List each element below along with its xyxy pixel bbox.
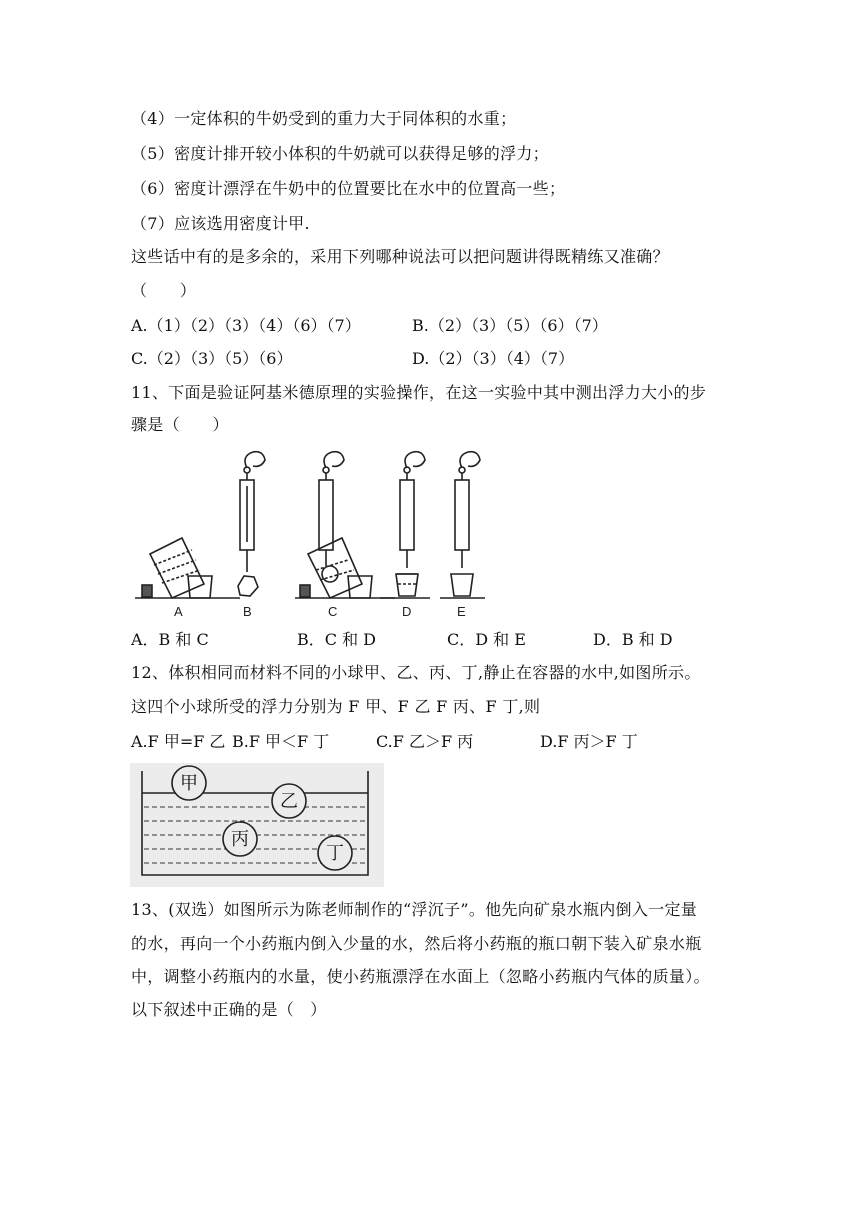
q10-option-c[interactable]: C.（2）（3）（5）（6） — [131, 349, 293, 368]
q13-line3: 中，调整小药瓶内的水量，使小药瓶漂浮在水面上（忽略小药瓶内气体的质量）。 — [131, 967, 710, 986]
q10-blank: （ ） — [131, 281, 197, 300]
q11-stem-line2: 骤是（ ） — [131, 415, 229, 434]
figure-label-c: C — [328, 604, 338, 619]
q10-option-d[interactable]: D.（2）（3）（4）（7） — [412, 349, 575, 368]
figure-label-b: B — [243, 604, 252, 619]
statement-5: （5）密度计排开较小体积的牛奶就可以获得足够的浮力； — [131, 144, 549, 163]
q12-option-c[interactable]: C.F 乙＞F 丙 — [376, 732, 474, 751]
q13-line2: 的水，再向一个小药瓶内倒入少量的水，然后将小药瓶的瓶口朝下装入矿泉水瓶 — [131, 934, 702, 953]
figure-label-e: E — [457, 604, 466, 619]
q12-stem-line1: 12、体积相同而材料不同的小球甲、乙、丙、丁,静止在容器的水中,如图所示。 — [131, 663, 701, 682]
q11-option-b[interactable]: B．C 和 D — [297, 630, 377, 649]
q13-line1: 13、(双选）如图所示为陈老师制作的“浮沉子”。他先向矿泉水瓶内倒入一定量 — [131, 900, 698, 919]
q10-option-b[interactable]: B.（2）（3）（5）（6）（7） — [412, 316, 608, 335]
ball-label-bing: 丙 — [231, 829, 249, 849]
figure-label-d: D — [402, 604, 412, 619]
q12-stem-line2: 这四个小球所受的浮力分别为 F 甲、F 乙 F 丙、F 丁,则 — [131, 697, 541, 716]
q12-option-a[interactable]: A.F 甲=F 乙 — [131, 732, 226, 751]
q11-option-c[interactable]: C．D 和 E — [447, 630, 526, 649]
statement-4: （4）一定体积的牛奶受到的重力大于同体积的水重； — [131, 109, 517, 128]
ball-label-yi: 乙 — [280, 791, 298, 811]
q10-stem: 这些话中有的是多余的，采用下列哪种说法可以把问题讲得既精练又准确？ — [131, 247, 669, 266]
figure-label-a: A — [174, 604, 183, 619]
ball-label-ding: 丁 — [326, 843, 344, 863]
q11-option-d[interactable]: D．B 和 D — [593, 630, 673, 649]
q12-option-d[interactable]: D.F 丙＞F 丁 — [540, 732, 638, 751]
q11-option-a[interactable]: A．B 和 C — [131, 630, 209, 649]
archimedes-experiment-figure — [130, 446, 530, 624]
statement-7: （7）应该选用密度计甲. — [131, 214, 310, 233]
floating-balls-figure — [130, 763, 384, 887]
q11-stem-line1: 11、下面是验证阿基米德原理的实验操作，在这一实验中其中测出浮力大小的步 — [131, 383, 707, 402]
q13-line4: 以下叙述中正确的是（ ） — [131, 1000, 327, 1019]
q10-option-a[interactable]: A.（1）（2）（3）（4）（6）（7） — [131, 316, 361, 335]
q12-option-b[interactable]: B.F 甲＜F 丁 — [232, 732, 330, 751]
ball-label-jia: 甲 — [180, 773, 198, 793]
statement-6: （6）密度计漂浮在牛奶中的位置要比在水中的位置高一些； — [131, 179, 566, 198]
